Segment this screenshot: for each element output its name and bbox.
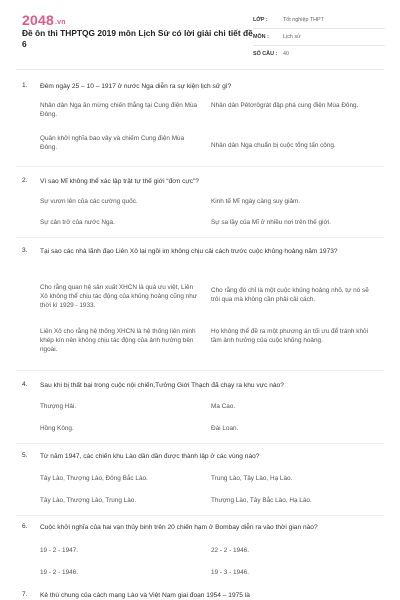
answer-option[interactable]: Họ không thể đề ra một phương án tối ưu để tránh khỏi tầm ảnh hưởng của cuộc khủng hoảng. (211, 328, 368, 344)
question-4 (22, 381, 384, 393)
question-2 (22, 177, 384, 189)
answer-option[interactable]: Nhân dân Nga ăn mừng chiến thắng tại Cung điện Mùa Đông. (40, 102, 198, 118)
site-logo[interactable] (22, 12, 66, 28)
document-header (0, 0, 400, 66)
answer-option[interactable]: Hồng Kông. (40, 425, 74, 432)
answer-option[interactable]: Sự sa lầy của Mĩ ở nhiều nơi trên thế giới. (211, 219, 331, 226)
answer-option[interactable]: Ma Cao. (211, 403, 236, 410)
answer-option[interactable]: Tây Lào, Thượng Lào, Trung Lào. (40, 497, 137, 504)
question-text: Tại sao các nhà lãnh đạo Liên Xô lại ngồi im không chịu cải cách trước cuộc khủng hoảng năm 1973? (40, 248, 338, 255)
question-text: Vì sao Mĩ không thể xác lập trật tự thế giới “đơn cực”? (40, 178, 199, 185)
answer-option[interactable]: Thượng Hải. (40, 403, 77, 410)
answer-option[interactable]: Đài Loan. (211, 425, 239, 432)
question-3 (22, 247, 384, 259)
question-text: Kẻ thù chung của cách mạng Lào và Việt Nam giai đoạn 1954 – 1975 là (40, 592, 250, 599)
answer-option[interactable]: Thượng Lào, Tây Bắc Lào, Hạ Lào. (211, 497, 312, 504)
question-separator (16, 166, 384, 167)
logo-suffix: .vn (54, 19, 66, 26)
meta-value: Lịch sử (283, 34, 301, 40)
question-separator (16, 515, 384, 516)
answer-option[interactable]: 22 - 2 - 1946. (211, 547, 250, 554)
question-text: Cuộc khởi nghĩa của hai vạn thủy binh trên 20 chiến hạm ở Bombay diễn ra vào thời gian nào? (40, 524, 318, 531)
question-1 (22, 82, 384, 94)
logo-text: 2048 (22, 12, 54, 28)
answer-option[interactable]: Nhân dân Pêtơrôgrát đập phá cung điện Mùa Đông. (211, 102, 359, 109)
meta-row-grade (253, 12, 385, 29)
answer-option[interactable]: Kinh tế Mĩ ngày càng suy giảm. (211, 198, 301, 205)
question-separator (16, 370, 384, 371)
question-separator (16, 443, 384, 444)
question-text: Từ năm 1947, các chiến khu Lào dần dần được thành lập ở các vùng nào? (40, 453, 260, 460)
question-number: 5. (22, 452, 28, 459)
meta-key: LỚP : (253, 17, 268, 23)
answer-option[interactable]: 19 - 2 - 1946. (40, 569, 79, 576)
answer-option[interactable]: Tây Lào, Thượng Lào, Đông Bắc Lào. (40, 475, 148, 482)
meta-key: MÔN : (253, 34, 269, 40)
answer-option[interactable]: 19 - 3 - 1946. (211, 569, 250, 576)
answer-option[interactable]: Liên Xô cho rằng hệ thống XHCN là hệ thống liên minh khép kín nên không chịu tác động của ảnh hưởng bên ngoài. (40, 328, 196, 353)
question-separator (16, 237, 384, 238)
question-number: 7. (22, 591, 28, 598)
question-6 (22, 523, 384, 535)
answer-option[interactable]: Sự cản trở của nước Nga. (40, 219, 115, 226)
answer-option[interactable]: Cho rằng đó chỉ là một cuộc khủng hoảng nhỏ, tự nó sẽ trôi qua mà không cần phải cải cách. (211, 287, 369, 303)
question-5 (22, 452, 384, 464)
question-text: Đêm ngày 25 – 10 – 1917 ở nước Nga diễn ra sự kiện lịch sử gì? (40, 83, 232, 90)
question-text: Sau khi bị thất bại trong cuộc nội chiến,Tưởng Giới Thạch đã chạy ra khu vực nào? (40, 382, 284, 389)
answer-option[interactable]: Nhân dân Nga chuẩn bị cuộc tổng tấn công. (211, 142, 336, 149)
document-meta (253, 12, 385, 62)
answer-option[interactable]: Cho rằng quan hệ sản xuất XHCN là quá ưu việt, Liên Xô không thể chịu tác động của khủng hoảng cũng như thời kì 1929 - 1933. (40, 284, 198, 309)
meta-key: SỐ CÂU : (253, 51, 278, 57)
question-number: 6. (22, 523, 28, 530)
answer-option[interactable]: Trung Lào, Tây Lào, Hạ Lào. (211, 475, 293, 482)
question-number: 2. (22, 177, 28, 184)
answer-option[interactable]: Quân khởi nghĩa bao vây và chiếm Cung điện Mùa Đông. (40, 135, 185, 151)
meta-value: 40 (283, 51, 289, 57)
question-number: 4. (22, 381, 28, 388)
document-title: Đề ôn thi THPTQG 2019 môn Lịch Sử có lời giải chi tiết đề 6 (22, 28, 253, 49)
header-divider (16, 69, 384, 70)
meta-value: Tốt nghiệp THPT (283, 17, 324, 23)
answer-option[interactable]: Sự vươn lên của các cường quốc. (40, 198, 138, 205)
question-number: 3. (22, 247, 28, 254)
answer-option[interactable]: 19 - 2 - 1947. (40, 547, 79, 554)
meta-row-subject (253, 29, 385, 46)
meta-row-question-count (253, 46, 385, 62)
question-7 (22, 591, 384, 600)
question-number: 1. (22, 82, 28, 89)
